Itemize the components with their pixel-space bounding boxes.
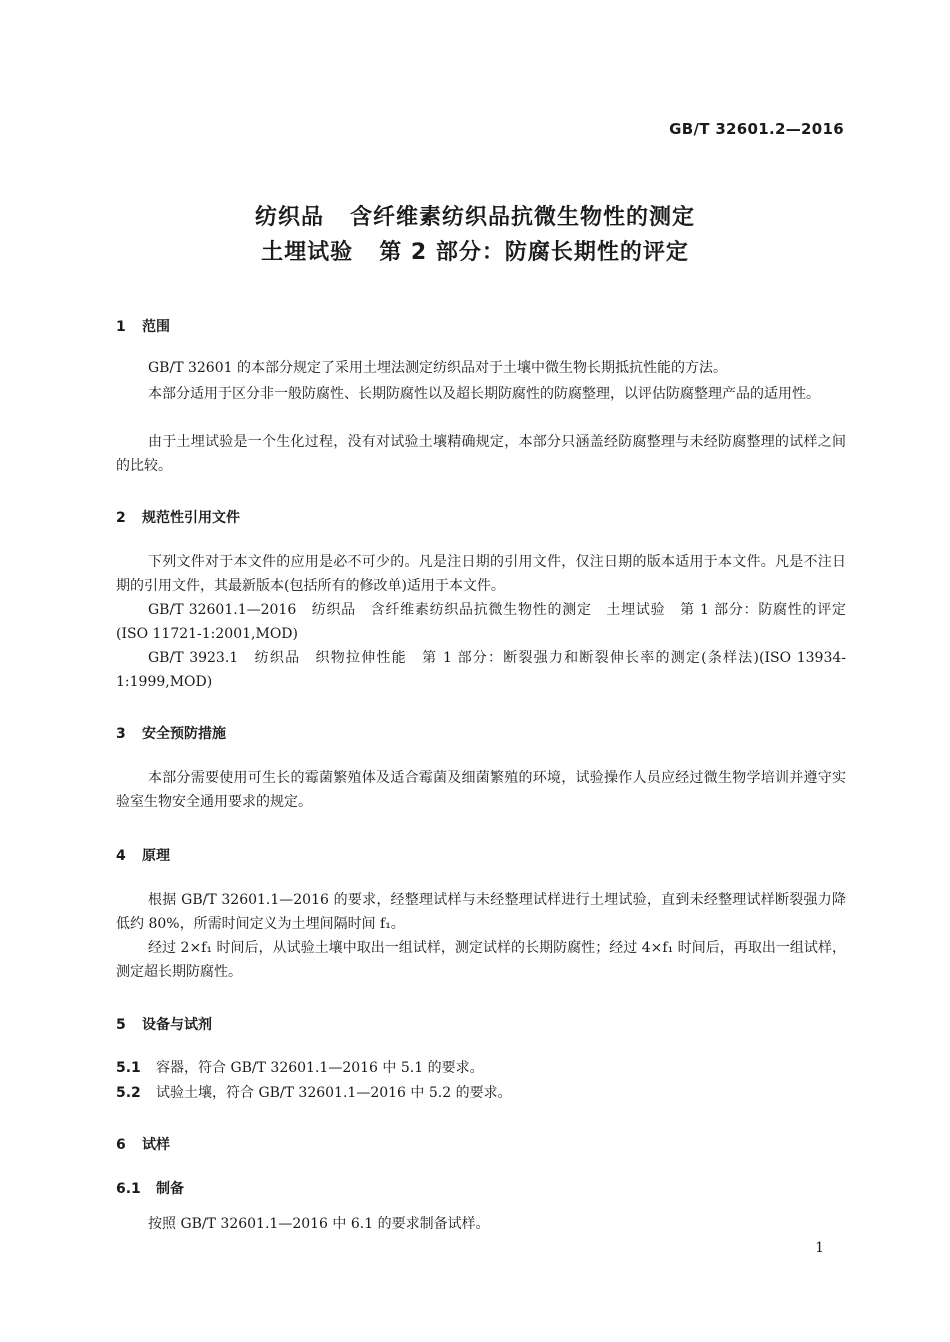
section-heading-specimens bbox=[116, 1134, 170, 1154]
paragraph: 由于土埋试验是一个生化过程，没有对试验土壤精确规定，本部分只涵盖经防腐整理与未经防腐整理的试样之间的比较。 bbox=[116, 434, 846, 474]
section-number: 5 bbox=[116, 1017, 126, 1033]
section-heading-apparatus bbox=[116, 1014, 212, 1034]
paragraph: 下列文件对于本文件的应用是必不可少的。凡是注日期的引用文件，仅注日期的版本适用于本文件。凡是不注日期的引用文件，其最新版本(包括所有的修改单)适用于本文件。 bbox=[116, 554, 846, 594]
section-number: 3 bbox=[116, 726, 126, 742]
subsection-title: 制备 bbox=[156, 1181, 184, 1197]
paragraph: 经过 2×f₁ 时间后，从试验土壤中取出一组试样，测定试样的长期防腐性；经过 4×f₁ 时间后，再取出一组试样，测定超长期防腐性。 bbox=[116, 940, 846, 980]
document-title-line-1 bbox=[0, 200, 950, 231]
clause-5-1 bbox=[116, 1057, 484, 1077]
section-heading-safety bbox=[116, 723, 226, 743]
standard-code: GB/T 32601.2—2016 bbox=[669, 120, 844, 138]
clause-text: 容器，符合 GB/T 32601.1—2016 中 5.1 的要求。 bbox=[156, 1060, 484, 1076]
subsection-heading-preparation bbox=[116, 1178, 184, 1198]
title-part: 纺织品 bbox=[254, 205, 324, 230]
paragraph: 根据 GB/T 32601.1—2016 的要求，经整理试样与未经整理试样进行土埋试验，直到未经整理试样断裂强力降低约 80%，所需时间定义为土埋间隔时间 f₁。 bbox=[116, 892, 846, 932]
section-title: 原理 bbox=[142, 848, 170, 864]
section-title: 设备与试剂 bbox=[142, 1017, 212, 1033]
section-title: 范围 bbox=[142, 319, 170, 335]
section-title: 规范性引用文件 bbox=[142, 510, 240, 526]
title-part: 第 2 部分：防腐长期性的评定 bbox=[379, 240, 689, 265]
reference-entry: GB/T 3923.1 纺织品 织物拉伸性能 第 1 部分：断裂强力和断裂伸长率的测定(条样法)(ISO 13934-1:1999,MOD) bbox=[116, 650, 846, 690]
title-part: 含纤维素纺织品抗微生物性的测定 bbox=[350, 205, 696, 230]
section-number: 2 bbox=[116, 510, 126, 526]
clause-number: 5.2 bbox=[116, 1085, 141, 1101]
paragraph: 本部分适用于区分非一般防腐性、长期防腐性以及超长期防腐性的防腐整理，以评估防腐整理产品的适用性。 bbox=[148, 386, 820, 402]
title-part: 土埋试验 bbox=[261, 240, 354, 265]
section-number: 4 bbox=[116, 848, 126, 864]
paragraph: 本部分需要使用可生长的霉菌繁殖体及适合霉菌及细菌繁殖的环境，试验操作人员应经过微生物学培训并遵守实验室生物安全通用要求的规定。 bbox=[116, 770, 846, 810]
clause-5-2 bbox=[116, 1082, 512, 1102]
section-title: 安全预防措施 bbox=[142, 726, 226, 742]
clause-number: 5.1 bbox=[116, 1060, 141, 1076]
section-heading-scope bbox=[116, 316, 170, 336]
page-number: 1 bbox=[815, 1240, 824, 1256]
section-number: 6 bbox=[116, 1137, 126, 1153]
clause-text: 试验土壤，符合 GB/T 32601.1—2016 中 5.2 的要求。 bbox=[156, 1085, 512, 1101]
section-heading-principle bbox=[116, 845, 170, 865]
section-number: 1 bbox=[116, 319, 126, 335]
reference-entry: GB/T 32601.1—2016 纺织品 含纤维素纺织品抗微生物性的测定 土埋试验 第 1 部分：防腐性的评定(ISO 11721-1:2001,MOD) bbox=[116, 602, 846, 642]
section-title: 试样 bbox=[142, 1137, 170, 1153]
paragraph: 按照 GB/T 32601.1—2016 中 6.1 的要求制备试样。 bbox=[148, 1216, 490, 1232]
subsection-number: 6.1 bbox=[116, 1181, 141, 1197]
section-heading-normative-references bbox=[116, 507, 240, 527]
paragraph: GB/T 32601 的本部分规定了采用土埋法测定纺织品对于土壤中微生物长期抵抗性能的方法。 bbox=[148, 360, 727, 376]
document-title-line-2 bbox=[0, 235, 950, 266]
